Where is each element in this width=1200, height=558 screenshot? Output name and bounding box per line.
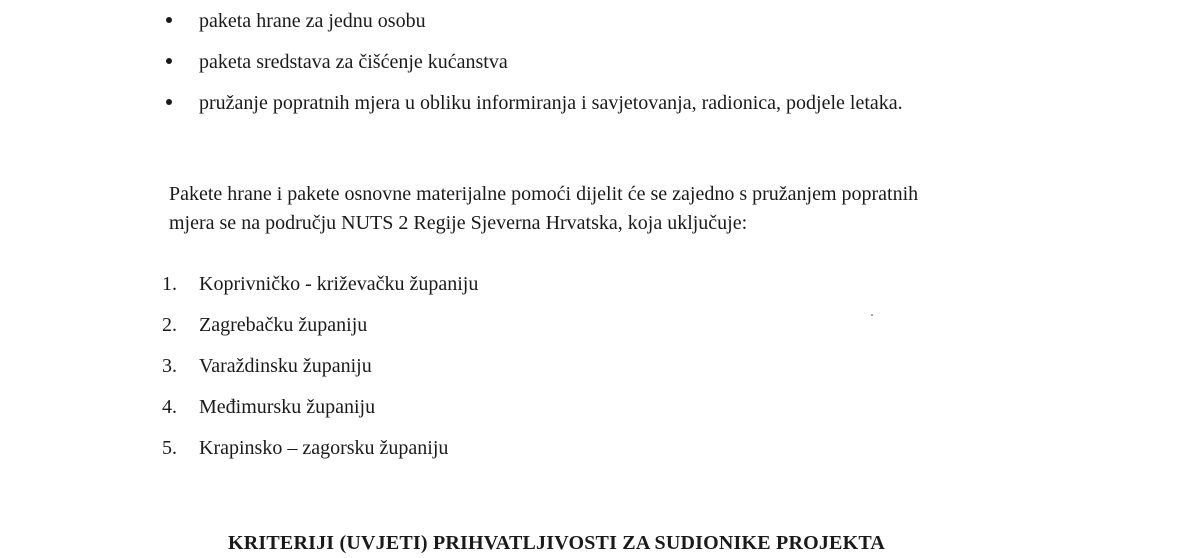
list-item-text: Krapinsko – zagorsku županiju xyxy=(199,437,449,459)
bullet-item xyxy=(0,6,1200,36)
numbered-list-item xyxy=(0,351,1200,381)
numbered-list-item xyxy=(0,269,1200,299)
list-item-text: Varaždinsku županiju xyxy=(199,355,372,377)
bullet-text: paketa hrane za jednu osobu xyxy=(199,10,426,32)
numbered-list-item xyxy=(0,392,1200,422)
bullet-dot-icon xyxy=(166,58,172,64)
list-number: 5. xyxy=(162,437,177,459)
scan-speck xyxy=(871,314,873,316)
list-item-text: Međimursku županiju xyxy=(199,396,376,418)
bullet-item xyxy=(0,88,1200,118)
bullet-text: paketa sredstava za čišćenje kućanstva xyxy=(199,51,508,73)
bullet-item xyxy=(0,47,1200,77)
paragraph-line: Pakete hrane i pakete osnovne materijalne pomoći dijelit će se zajedno s pružanjem popratnih xyxy=(169,183,919,205)
body-paragraph xyxy=(169,180,1049,238)
list-number: 4. xyxy=(162,396,177,418)
list-number: 3. xyxy=(162,355,177,377)
list-item-text: Koprivničko - križevačku županiju xyxy=(199,273,479,295)
list-number: 2. xyxy=(162,314,177,336)
paragraph-line: mjera se na području NUTS 2 Regije Sjeverna Hrvatska, koja uključuje: xyxy=(169,212,748,234)
bullet-text: pružanje popratnih mjera u obliku informiranja i savjetovanja, radionica, podjele letaka. xyxy=(199,92,903,114)
section-heading: KRITERIJI (UVJETI) PRIHVATLJIVOSTI ZA SUDIONIKE PROJEKTA xyxy=(228,532,886,554)
list-item-text: Zagrebačku županiju xyxy=(199,314,368,336)
list-number: 1. xyxy=(162,273,177,295)
bullet-dot-icon xyxy=(166,17,172,23)
bullet-dot-icon xyxy=(166,99,172,105)
numbered-list-item xyxy=(0,310,1200,340)
numbered-list-item xyxy=(0,433,1200,463)
